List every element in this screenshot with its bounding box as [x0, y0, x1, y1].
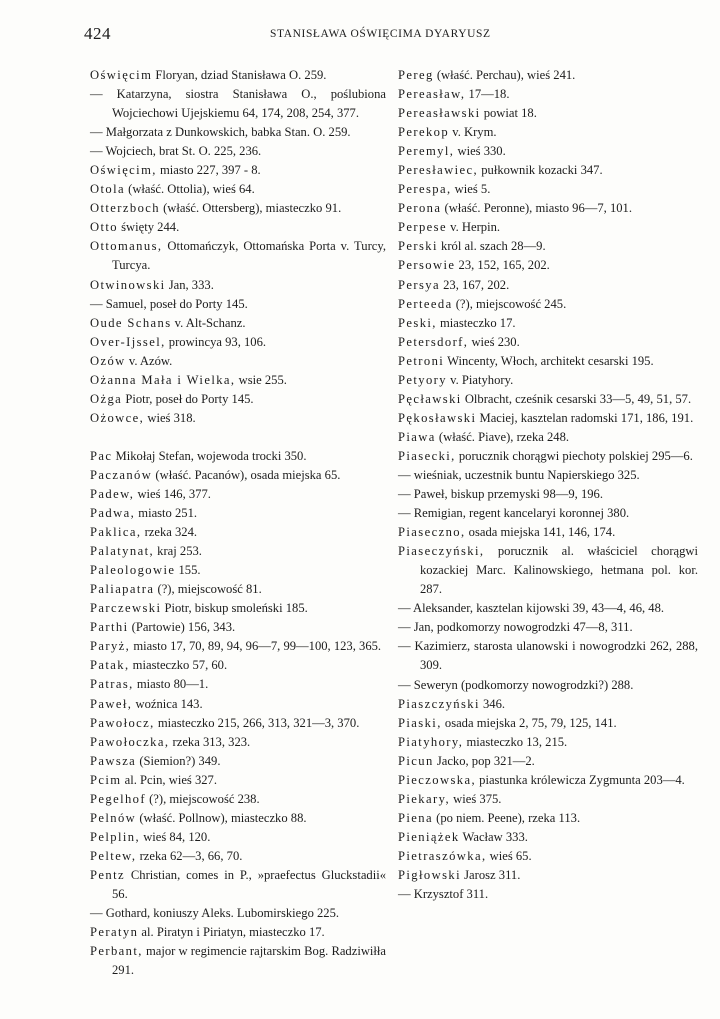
entry-headword: Perespa,	[398, 182, 452, 197]
index-entry	[90, 504, 386, 523]
index-column-left	[90, 66, 386, 980]
entry-headword: Paleologowie	[90, 563, 176, 578]
page-header	[0, 24, 720, 48]
entry-text: woźnica 143.	[132, 696, 203, 711]
entry-headword: Paczanów	[90, 467, 153, 482]
index-entry	[398, 218, 698, 237]
entry-headword: Paliapatra	[90, 582, 155, 597]
entry-text: Mikołaj Stefan, wojewoda trocki 350.	[112, 448, 307, 463]
entry-text: Maciej, kasztelan radomski 171, 186, 191.	[476, 410, 694, 425]
index-entry	[90, 637, 386, 656]
entry-headword: Pereasławski	[398, 106, 481, 121]
index-entry	[90, 161, 386, 180]
entry-text: wieś 84, 120.	[140, 829, 211, 844]
entry-headword: Pęcławski	[398, 391, 462, 406]
entry-text: rzeka 62—3, 66, 70.	[136, 848, 243, 863]
entry-headword: Parthi	[90, 620, 129, 635]
entry-headword: Pigłowski	[398, 867, 461, 882]
entry-text: Piotr, poseł do Porty 145.	[122, 391, 254, 406]
entry-headword: Oświęcim,	[90, 163, 157, 178]
index-entry	[90, 866, 386, 904]
entry-text: (właść. Pollnow), miasteczko 88.	[136, 810, 307, 825]
index-subentry	[398, 466, 698, 485]
index-entry	[398, 295, 698, 314]
entry-headword: Pereg	[398, 68, 434, 82]
entry-text: wieś 5.	[451, 182, 491, 197]
entry-text: Ottomańczyk, Ottomańska Porta v. Turcy, Turcya.	[112, 239, 386, 273]
index-entry	[90, 675, 386, 694]
entry-headword: Petroni	[398, 353, 445, 368]
entry-headword: Pegelhof	[90, 791, 146, 806]
entry-text: Jarosz 311.	[461, 867, 521, 882]
entry-text: porucznik al. właściciel chorągwi kozackiej Marc. Kalinowskiego, hetmana pol. kor. 287.	[420, 544, 698, 597]
entry-headword: Ottomanus,	[90, 239, 163, 254]
index-entry	[398, 409, 698, 428]
entry-text: Wincenty, Włoch, architekt cesarski 195.	[444, 353, 654, 368]
entry-text: — Remigian, regent kancelaryi koronnej 380.	[398, 506, 630, 521]
index-entry	[90, 599, 386, 618]
entry-headword: Pietraszówka,	[398, 848, 487, 863]
index-entry	[398, 123, 698, 142]
entry-headword: Pac	[90, 448, 113, 463]
entry-headword: Ożowce,	[90, 410, 145, 425]
entry-headword: Pękosławski	[398, 410, 477, 425]
index-subentry	[90, 904, 386, 923]
entry-text: — Kazimierz, starosta ulanowski i nowogrodzki 262, 288, 309.	[398, 639, 698, 673]
entry-text: — Gothard, koniuszy Aleks. Lubomirskiego 225.	[90, 906, 340, 921]
index-entry	[398, 371, 698, 390]
entry-text: pułkownik kozacki 347.	[478, 163, 603, 178]
index-entry	[398, 199, 698, 218]
entry-headword: Peratyn	[90, 925, 139, 940]
entry-text: wieś 330.	[454, 144, 506, 159]
index-entry	[398, 85, 698, 104]
entry-headword: Persowie	[398, 258, 456, 273]
index-entry	[398, 161, 698, 180]
index-entry	[398, 256, 698, 275]
entry-text: rzeka 324.	[141, 525, 198, 540]
entry-text: — Wojciech, brat St. O. 225, 236.	[90, 144, 262, 159]
index-entry	[398, 542, 698, 599]
entry-text: powiat 18.	[480, 106, 537, 121]
index-entry	[90, 409, 386, 428]
entry-text: wieś 146, 377.	[134, 486, 211, 501]
entry-text: (?), miejscowość 81.	[154, 582, 262, 597]
entry-text: miasteczko 17.	[436, 315, 516, 330]
entry-text: 23, 167, 202.	[439, 277, 510, 292]
entry-text: wieś 230.	[468, 334, 520, 349]
index-entry	[90, 847, 386, 866]
index-entry	[90, 695, 386, 714]
entry-text: święty 244.	[118, 220, 180, 235]
entry-text: wsie 255.	[235, 372, 287, 387]
entry-headword: Paweł,	[90, 696, 133, 711]
entry-text: Wacław 333.	[459, 829, 528, 844]
entry-headword: Otwinowski	[90, 277, 166, 292]
entry-text: Jacko, pop 321—2.	[433, 753, 535, 768]
entry-text: v. Azów.	[125, 353, 173, 368]
entry-headword: Perekop	[398, 125, 450, 140]
index-entry	[398, 352, 698, 371]
entry-text: piastunka królewicza Zygmunta 203—4.	[476, 772, 685, 787]
entry-text: — Jan, podkomorzy nowogrodzki 47—8, 311.	[398, 620, 633, 635]
index-entry	[398, 180, 698, 199]
entry-text: (właść. Ottersberg), miasteczko 91.	[159, 201, 342, 216]
index-entry	[90, 542, 386, 561]
entry-headword: Piena	[398, 810, 433, 825]
index-entry	[90, 447, 386, 466]
entry-text: al. Pcin, wieś 327.	[121, 772, 217, 787]
index-column-right	[398, 66, 698, 904]
entry-text: — Krzysztof 311.	[398, 887, 489, 902]
entry-headword: Peltew,	[90, 848, 137, 863]
index-entry	[90, 218, 386, 237]
index-entry	[398, 428, 698, 447]
index-subentry	[398, 618, 698, 637]
index-entry	[90, 180, 386, 199]
entry-text: prowincya 93, 106.	[165, 334, 267, 349]
entry-headword: Piaski,	[398, 715, 442, 730]
entry-text: miasto 17, 70, 89, 94, 96—7, 99—100, 123, 365.	[130, 639, 382, 654]
entry-text: wieś 375.	[450, 791, 502, 806]
entry-text: wieś 65.	[486, 848, 532, 863]
entry-text: — wieśniak, uczestnik buntu Napierskiego 325.	[398, 467, 640, 482]
index-entry	[90, 352, 386, 371]
entry-headword: Pawsza	[90, 753, 137, 768]
entry-text: (?), miejscowość 245.	[452, 296, 567, 311]
index-subentry	[90, 142, 386, 161]
index-entry	[90, 333, 386, 352]
index-entry	[398, 276, 698, 295]
index-subentry	[398, 676, 698, 695]
index-entry	[398, 237, 698, 256]
entry-headword: Petersdorf,	[398, 334, 469, 349]
entry-text: (właść. Peronne), miasto 96—7, 101.	[441, 201, 632, 216]
entry-headword: Pieniążek	[398, 829, 460, 844]
index-entry	[398, 695, 698, 714]
entry-headword: Perpese	[398, 220, 447, 235]
entry-text: — Paweł, biskup przemyski 98—9, 196.	[398, 487, 603, 502]
entry-headword: Padew,	[90, 486, 135, 501]
entry-text: miasteczko 13, 215.	[463, 734, 568, 749]
index-entry	[90, 314, 386, 333]
entry-text: al. Piratyn i Piriatyn, miasteczko 17.	[138, 925, 325, 940]
index-entry	[90, 199, 386, 218]
index-entry	[90, 580, 386, 599]
entry-headword: Perbant,	[90, 944, 143, 959]
entry-text: osada miejska 141, 146, 174.	[465, 525, 616, 540]
entry-headword: Ożanna Mała i Wielka,	[90, 372, 236, 387]
entry-headword: Petyory	[398, 372, 447, 387]
entry-headword: Piawa	[398, 429, 436, 444]
entry-headword: Otterzboch	[90, 201, 160, 216]
entry-text: miasto 80—1.	[133, 677, 209, 692]
index-subentry	[398, 504, 698, 523]
index-entry	[90, 618, 386, 637]
index-subentry	[90, 295, 386, 314]
index-entry	[398, 771, 698, 790]
index-entry	[398, 142, 698, 161]
entry-headword: Padwa,	[90, 506, 136, 521]
index-entry	[398, 809, 698, 828]
entry-headword: Ożga	[90, 391, 123, 406]
entry-headword: Persya	[398, 277, 440, 292]
entry-text: 23, 152, 165, 202.	[455, 258, 550, 273]
index-entry	[398, 314, 698, 333]
entry-text: — Seweryn (podkomorzy nowogrodzki?) 288.	[398, 677, 634, 692]
entry-headword: Peresławiec,	[398, 163, 479, 178]
index-entry	[90, 809, 386, 828]
index-entry	[90, 276, 386, 295]
entry-headword: Piaszczyński	[398, 696, 480, 711]
entry-text: (właść. Pacanów), osada miejska 65.	[152, 467, 341, 482]
index-entry	[90, 752, 386, 771]
entry-headword: Picun	[398, 753, 434, 768]
entry-headword: Peski,	[398, 315, 437, 330]
index-entry	[398, 733, 698, 752]
index-entry	[398, 104, 698, 123]
entry-headword: Pieczowska,	[398, 772, 476, 787]
index-entry	[398, 790, 698, 809]
index-entry	[398, 523, 698, 542]
index-entry	[90, 923, 386, 942]
entry-headword: Otto	[90, 220, 118, 235]
entry-text: — Aleksander, kasztelan kijowski 39, 43—4, 46, 48.	[398, 601, 665, 616]
entry-headword: Piaseczno,	[398, 525, 466, 540]
running-title: STANISŁAWA OŚWIĘCIMA DYARYUSZ	[270, 28, 491, 40]
entry-text: (właść. Perchau), wieś 241.	[433, 68, 576, 82]
entry-text: wieś 318.	[144, 410, 196, 425]
entry-text: 346.	[479, 696, 506, 711]
entry-text: Piotr, biskup smoleński 185.	[161, 601, 308, 616]
index-subentry	[90, 85, 386, 123]
entry-text: — Katarzyna, siostra Stanisława O., poślubiona Wojciechowi Ujejskiemu 64, 174, 208, 254, 377.	[90, 87, 386, 121]
entry-text: miasteczko 215, 266, 313, 321—3, 370.	[154, 715, 360, 730]
index-subentry	[398, 485, 698, 504]
entry-text: (?), miejscowość 238.	[145, 791, 260, 806]
index-entry	[90, 561, 386, 580]
index-entry	[90, 790, 386, 809]
entry-text: (Partowie) 156, 343.	[128, 620, 236, 635]
entry-headword: Parczewski	[90, 601, 162, 616]
entry-headword: Peremyl,	[398, 144, 455, 159]
index-entry	[90, 523, 386, 542]
entry-headword: Pawołoczka,	[90, 734, 170, 749]
entry-text: (Siemion?) 349.	[136, 753, 221, 768]
entry-text: (właść. Piave), rzeka 248.	[435, 429, 570, 444]
entry-headword: Pereasław,	[398, 87, 466, 102]
entry-headword: Oude Schans	[90, 315, 172, 330]
index-entry	[398, 866, 698, 885]
entry-headword: Paryż,	[90, 639, 131, 654]
entry-text: Floryan, dziad Stanisława O. 259.	[152, 68, 327, 82]
entry-headword: Otola	[90, 182, 125, 197]
index-entry	[90, 714, 386, 733]
index-entry	[398, 66, 698, 85]
entry-text: 155.	[175, 563, 201, 578]
entry-text: miasto 251.	[135, 506, 198, 521]
entry-text: Olbracht, cześnik cesarski 33—5, 49, 51, 57.	[461, 391, 692, 406]
entry-text: król al. szach 28—9.	[437, 239, 546, 254]
index-entry	[398, 714, 698, 733]
index-entry	[90, 942, 386, 980]
entry-text: Christian, comes in P., »praefectus Gluckstadii« 56.	[112, 867, 386, 901]
index-entry	[90, 485, 386, 504]
entry-headword: Pelplin,	[90, 829, 141, 844]
entry-text: porucznik chorągwi piechoty polskiej 295—6.	[455, 448, 693, 463]
entry-headword: Palatynat,	[90, 544, 155, 559]
index-entry	[398, 828, 698, 847]
entry-text: osada miejska 2, 75, 79, 125, 141.	[441, 715, 617, 730]
entry-headword: Ozów	[90, 353, 126, 368]
entry-text: rzeka 313, 323.	[169, 734, 251, 749]
entry-text: v. Alt-Schanz.	[171, 315, 246, 330]
entry-headword: Pawołocz,	[90, 715, 155, 730]
entry-text: 17—18.	[465, 87, 510, 102]
entry-headword: Patras,	[90, 677, 134, 692]
section-gap	[90, 428, 386, 447]
entry-headword: Pentz	[90, 867, 125, 882]
entry-text: miasteczko 57, 60.	[129, 658, 228, 673]
index-entry	[398, 847, 698, 866]
entry-text: — Samuel, poseł do Porty 145.	[90, 296, 248, 311]
index-entry	[90, 771, 386, 790]
entry-text: v. Krym.	[449, 125, 497, 140]
entry-headword: Patak,	[90, 658, 130, 673]
entry-headword: Over-Ijssel,	[90, 334, 166, 349]
page-number: 424	[84, 24, 111, 43]
entry-text: major w regimencie rajtarskim Bog. Radziwiłła 291.	[112, 944, 386, 978]
entry-headword: Pelnów	[90, 810, 137, 825]
entry-headword: Piatyhory,	[398, 734, 464, 749]
index-entry	[90, 390, 386, 409]
index-entry	[90, 237, 386, 275]
entry-text: v. Herpin.	[446, 220, 501, 235]
entry-headword: Pcim	[90, 772, 122, 787]
index-entry	[90, 733, 386, 752]
entry-headword: Paklica,	[90, 525, 142, 540]
index-entry	[398, 752, 698, 771]
entry-headword: Perski	[398, 239, 438, 254]
entry-headword: Piaseczyński,	[398, 544, 485, 559]
entry-text: (po niem. Peene), rzeka 113.	[432, 810, 581, 825]
index-subentry	[398, 885, 698, 904]
index-entry	[398, 333, 698, 352]
entry-text: — Małgorzata z Dunkowskich, babka Stan. O. 259.	[90, 125, 351, 140]
entry-headword: Perona	[398, 201, 442, 216]
index-subentry	[398, 637, 698, 675]
index-entry	[398, 390, 698, 409]
entry-text: (właść. Ottolia), wieś 64.	[124, 182, 255, 197]
entry-headword: Piekary,	[398, 791, 451, 806]
entry-headword: Perteeda	[398, 296, 453, 311]
index-subentry	[398, 599, 698, 618]
index-entry	[398, 447, 698, 466]
index-entry	[90, 656, 386, 675]
entry-headword: Piasecki,	[398, 448, 456, 463]
index-entry	[90, 371, 386, 390]
index-subentry	[90, 123, 386, 142]
index-entry	[90, 828, 386, 847]
entry-headword: Oświęcim	[90, 68, 153, 82]
entry-text: kraj 253.	[154, 544, 202, 559]
entry-text: miasto 227, 397 - 8.	[156, 163, 261, 178]
entry-text: Jan, 333.	[165, 277, 214, 292]
entry-text: v. Piatyhory.	[446, 372, 514, 387]
index-entry	[90, 66, 386, 85]
index-entry	[90, 466, 386, 485]
